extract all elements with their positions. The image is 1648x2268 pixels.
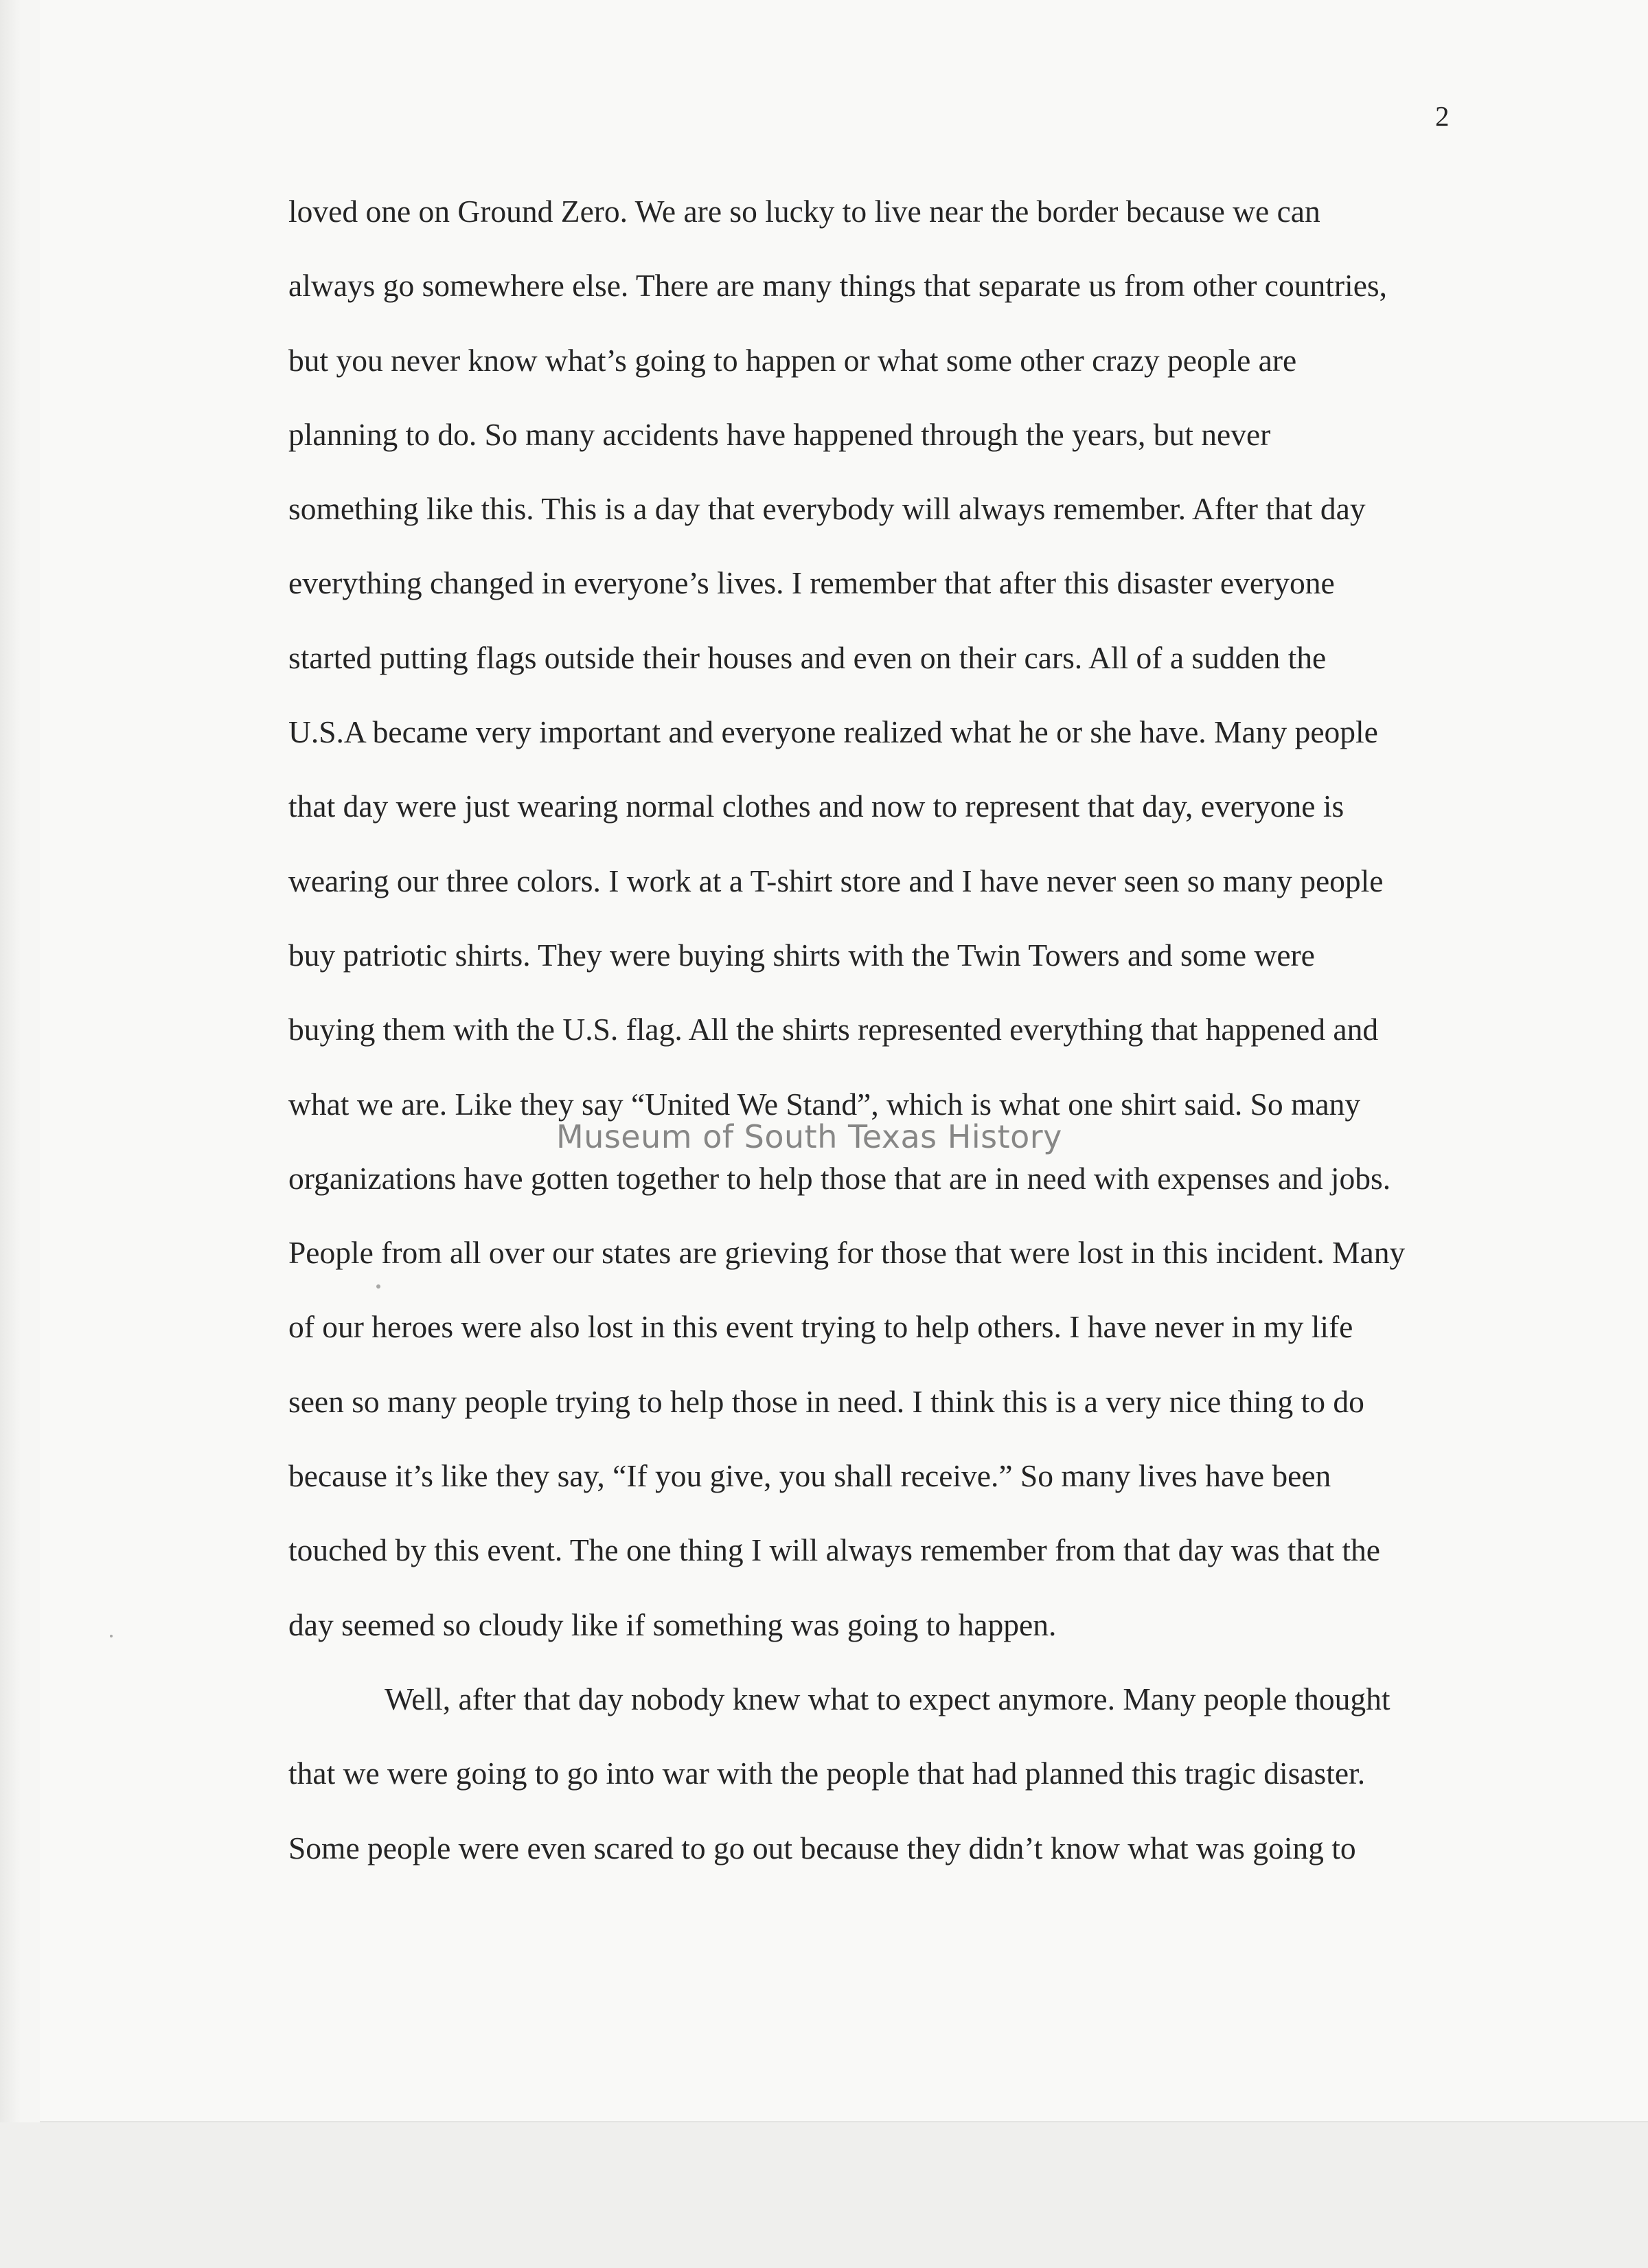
- text-line: People from all over our states are grieving for those that were lost in this incident. Many: [288, 1235, 1406, 1271]
- text-line: of our heroes were also lost in this event trying to help others. I have never in my life: [288, 1309, 1353, 1345]
- text-line: planning to do. So many accidents have happened through the years, but never: [288, 416, 1271, 452]
- document-body: [288, 185, 1469, 1896]
- text-line: loved one on Ground Zero. We are so lucky to live near the border because we can: [288, 194, 1320, 229]
- text-line: because it’s like they say, “If you give, you shall receive.” So many lives have been: [288, 1458, 1331, 1494]
- text-line: started putting flags outside their houses and even on their cars. All of a sudden the: [288, 639, 1327, 675]
- scanner-bed-area: [0, 2122, 1648, 2268]
- page-number: 2: [1435, 100, 1450, 132]
- text-line: but you never know what’s going to happen or what some other crazy people are: [288, 342, 1297, 378]
- scan-speck: [110, 1635, 113, 1637]
- text-line: wearing our three colors. I work at a T-shirt store and I have never seen so many people: [288, 863, 1384, 898]
- text-line: that we were going to go into war with the people that had planned this tragic disaster.: [288, 1756, 1366, 1791]
- text-line: everything changed in everyone’s lives. I remember that after this disaster everyone: [288, 565, 1335, 601]
- text-line: buying them with the U.S. flag. All the shirts represented everything that happened and: [288, 1012, 1379, 1047]
- text-line: what we are. Like they say “United We Stand”, which is what one shirt said. So many: [288, 1086, 1361, 1122]
- text-line: always go somewhere else. There are many things that separate us from other countries,: [288, 268, 1387, 304]
- text-line: seen so many people trying to help those in need. I think this is a very nice thing to do: [288, 1383, 1364, 1419]
- text-line: day seemed so cloudy like if something was going to happen.: [288, 1607, 1057, 1642]
- text-line: U.S.A became very important and everyone realized what he or she have. Many people: [288, 714, 1378, 750]
- museum-watermark: Museum of South Texas History: [556, 1118, 1062, 1155]
- text-line: buy patriotic shirts. They were buying shirts with the Twin Towers and some were: [288, 937, 1315, 973]
- text-line: organizations have gotten together to help those that are in need with expenses and jobs.: [288, 1160, 1391, 1196]
- text-line: something like this. This is a day that everybody will always remember. After that day: [288, 491, 1366, 527]
- paragraph-first-line: Well, after that day nobody knew what to expect anymore. Many people thought: [385, 1681, 1390, 1716]
- text-line: touched by this event. The one thing I will always remember from that day was that the: [288, 1532, 1380, 1568]
- text-line: Some people were even scared to go out because they didn’t know what was going to: [288, 1830, 1356, 1866]
- text-line: that day were just wearing normal clothes and now to represent that day, everyone is: [288, 789, 1344, 824]
